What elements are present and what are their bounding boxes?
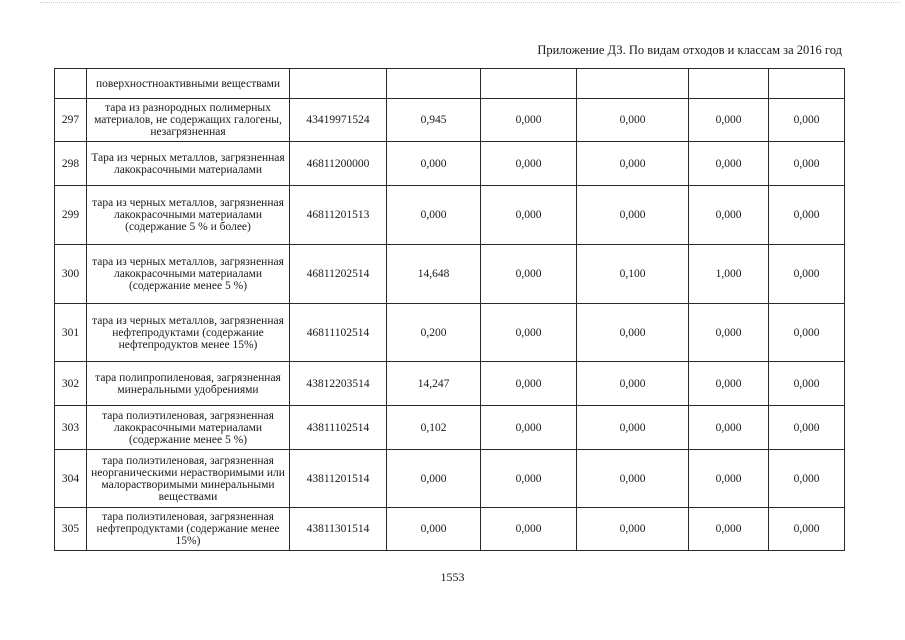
value-cell: 0,000 bbox=[577, 362, 689, 406]
value-cell: 0,000 bbox=[481, 406, 577, 450]
code-cell: 43811201514 bbox=[290, 450, 387, 508]
description-cell: тара из черных металлов, загрязненная нефтепродуктами (содержание нефтепродуктов менее 15%) bbox=[87, 304, 290, 362]
value-cell: 0,000 bbox=[769, 304, 845, 362]
value-cell: 0,000 bbox=[577, 450, 689, 508]
value-cell: 0,000 bbox=[769, 245, 845, 304]
value-cell: 0,000 bbox=[387, 508, 481, 551]
row-num-cell: 301 bbox=[55, 304, 87, 362]
value-cell: 0,000 bbox=[689, 508, 769, 551]
code-cell: 43811301514 bbox=[290, 508, 387, 551]
waste-table bbox=[54, 68, 845, 551]
value-cell: 0,000 bbox=[769, 362, 845, 406]
description-cell: тара полипропиленовая, загрязненная минеральными удобрениями bbox=[87, 362, 290, 406]
description-cell: поверхностноактивными веществами bbox=[87, 69, 290, 99]
table-row bbox=[55, 186, 845, 245]
value-cell: 14,648 bbox=[387, 245, 481, 304]
code-cell: 43811102514 bbox=[290, 406, 387, 450]
row-num-cell: 303 bbox=[55, 406, 87, 450]
value-cell: 1,000 bbox=[689, 245, 769, 304]
value-cell: 0,000 bbox=[481, 142, 577, 186]
description-cell: тара полиэтиленовая, загрязненная неорганическими нерастворимыми или малорастворимыми минеральными веществами bbox=[87, 450, 290, 508]
value-cell: 0,000 bbox=[387, 142, 481, 186]
value-cell: 0,000 bbox=[769, 508, 845, 551]
value-cell: 0,000 bbox=[481, 304, 577, 362]
row-num-cell: 305 bbox=[55, 508, 87, 551]
table-row bbox=[55, 362, 845, 406]
row-num-cell: 299 bbox=[55, 186, 87, 245]
value-cell: 0,100 bbox=[577, 245, 689, 304]
value-cell: 0,000 bbox=[481, 508, 577, 551]
value-cell: 0,000 bbox=[481, 245, 577, 304]
value-cell: 0,000 bbox=[577, 142, 689, 186]
row-num-cell bbox=[55, 69, 87, 99]
code-cell: 46811201513 bbox=[290, 186, 387, 245]
description-cell: тара из черных металлов, загрязненная лакокрасочными материалами (содержание менее 5 %) bbox=[87, 245, 290, 304]
value-cell: 0,000 bbox=[387, 450, 481, 508]
code-cell bbox=[290, 69, 387, 99]
value-cell: 0,000 bbox=[577, 406, 689, 450]
table-row bbox=[55, 508, 845, 551]
value-cell: 0,000 bbox=[689, 304, 769, 362]
value-cell: 0,000 bbox=[689, 362, 769, 406]
value-cell: 0,000 bbox=[577, 99, 689, 142]
scan-top-edge bbox=[40, 2, 900, 3]
description-cell: тара полиэтиленовая, загрязненная лакокрасочными материалами (содержание менее 5 %) bbox=[87, 406, 290, 450]
value-cell: 0,000 bbox=[689, 186, 769, 245]
table-row bbox=[55, 304, 845, 362]
value-cell: 0,000 bbox=[577, 304, 689, 362]
value-cell: 0,000 bbox=[481, 186, 577, 245]
code-cell: 46811200000 bbox=[290, 142, 387, 186]
value-cell: 0,000 bbox=[689, 142, 769, 186]
table-row bbox=[55, 99, 845, 142]
code-cell: 43419971524 bbox=[290, 99, 387, 142]
value-cell bbox=[387, 69, 481, 99]
page-number: 1553 bbox=[440, 570, 465, 584]
value-cell: 0,102 bbox=[387, 406, 481, 450]
value-cell bbox=[481, 69, 577, 99]
value-cell bbox=[769, 69, 845, 99]
value-cell bbox=[689, 69, 769, 99]
value-cell: 0,000 bbox=[387, 186, 481, 245]
row-num-cell: 304 bbox=[55, 450, 87, 508]
row-num-cell: 297 bbox=[55, 99, 87, 142]
value-cell: 0,000 bbox=[481, 450, 577, 508]
value-cell: 0,000 bbox=[481, 362, 577, 406]
table-row bbox=[55, 142, 845, 186]
value-cell: 0,000 bbox=[689, 99, 769, 142]
value-cell: 0,000 bbox=[689, 450, 769, 508]
row-num-cell: 302 bbox=[55, 362, 87, 406]
code-cell: 46811102514 bbox=[290, 304, 387, 362]
description-cell: тара из черных металлов, загрязненная лакокрасочными материалами (содержание 5 % и более) bbox=[87, 186, 290, 245]
value-cell: 0,000 bbox=[481, 99, 577, 142]
description-cell: Тара из черных металлов, загрязненная лакокрасочными материалами bbox=[87, 142, 290, 186]
value-cell: 0,000 bbox=[577, 508, 689, 551]
value-cell: 0,200 bbox=[387, 304, 481, 362]
table-row-continuation bbox=[55, 69, 845, 99]
value-cell bbox=[577, 69, 689, 99]
table-row bbox=[55, 406, 845, 450]
value-cell: 0,000 bbox=[769, 450, 845, 508]
page-header: Приложение ДЗ. По видам отходов и классам за 2016 год bbox=[537, 43, 842, 57]
table-row bbox=[55, 245, 845, 304]
value-cell: 0,000 bbox=[577, 186, 689, 245]
value-cell: 0,000 bbox=[769, 406, 845, 450]
value-cell: 0,000 bbox=[689, 406, 769, 450]
value-cell: 0,000 bbox=[769, 142, 845, 186]
value-cell: 0,000 bbox=[769, 99, 845, 142]
code-cell: 46811202514 bbox=[290, 245, 387, 304]
description-cell: тара полиэтиленовая, загрязненная нефтепродуктами (содержание менее 15%) bbox=[87, 508, 290, 551]
row-num-cell: 300 bbox=[55, 245, 87, 304]
value-cell: 0,000 bbox=[769, 186, 845, 245]
code-cell: 43812203514 bbox=[290, 362, 387, 406]
table-row bbox=[55, 450, 845, 508]
row-num-cell: 298 bbox=[55, 142, 87, 186]
description-cell: тара из разнородных полимерных материалов, не содержащих галогены, незагрязненная bbox=[87, 99, 290, 142]
value-cell: 0,945 bbox=[387, 99, 481, 142]
value-cell: 14,247 bbox=[387, 362, 481, 406]
